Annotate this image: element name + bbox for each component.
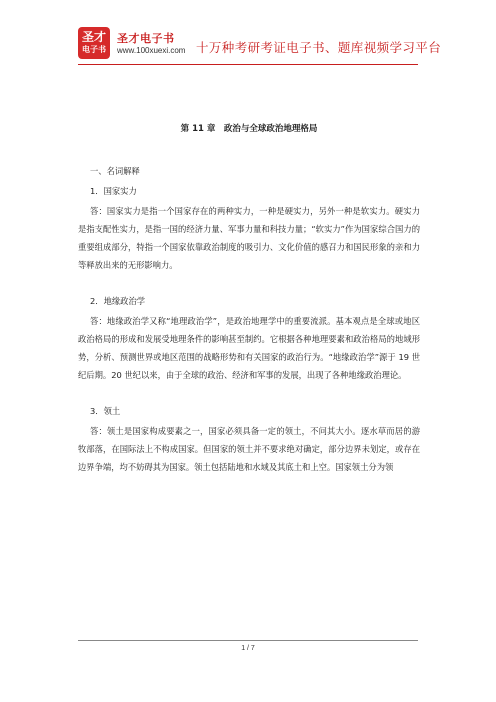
page-footer xyxy=(78,640,418,652)
page-header xyxy=(0,0,496,68)
section-heading: 一、名词解释 xyxy=(90,166,140,176)
header-slogan: 十万种考研考证电子书、题库视频学习平台 xyxy=(196,40,442,55)
brand-url-link[interactable]: www.100xuexi.com xyxy=(117,46,186,55)
term-title: 1．国家实力 xyxy=(90,186,137,196)
logo-text-bottom: 电子书 xyxy=(82,45,106,54)
term-answer: 答：国家实力是指一个国家存在的两种实力，一种是硬实力，另外一种是软实力。硬实力是指支配性实力，是指一国的经济力量、军事力量和科技力量；“软实力”作为国家综合国力的重要组成部分，特指一个国家依靠政治制度的吸引力、文化价值的感召力和国民形象的亲和力等释放出来的无形影响力。 xyxy=(78,206,420,270)
page-number: 1 / 7 xyxy=(241,645,255,652)
spacer xyxy=(78,384,420,402)
brand-name: 圣才电子书 xyxy=(117,32,175,45)
term-title: 2．地缘政治学 xyxy=(90,296,146,306)
header-divider xyxy=(78,64,418,65)
brand-logo[interactable] xyxy=(78,27,110,59)
term-answer: 答：地缘政治学又称“地理政治学”，是政治地理学中的重要流派。基本观点是全球或地区政治格局的形成和发展受地理条件的影响甚至制约。它根据各种地理要素和政治格局的地域形势，分析、预测世界或地区范围的战略形势和有关国家的政治行为。“地缘政治学”源于 19 世纪后期。20 世纪以来，由于全球的政治、经济和军事的发展，出现了各种地缘政治理论。 xyxy=(78,316,420,380)
chapter-title: 第 11 章 政治与全球政治地理格局 xyxy=(180,124,318,134)
document-body xyxy=(78,120,420,476)
logo-text-top: 圣才 xyxy=(81,30,106,44)
term-title: 3．领土 xyxy=(90,406,121,416)
term-answer: 答：领土是国家构成要素之一，国家必须具备一定的领土，不问其大小。逐水草而居的游牧部落，在国际法上不构成国家。但国家的领土并不要求绝对确定，部分边界未划定，或存在边界争端，均不妨碍其为国家。领土包括陆地和水域及其底土和上空。国家领土分为领 xyxy=(78,426,420,472)
spacer xyxy=(78,274,420,292)
